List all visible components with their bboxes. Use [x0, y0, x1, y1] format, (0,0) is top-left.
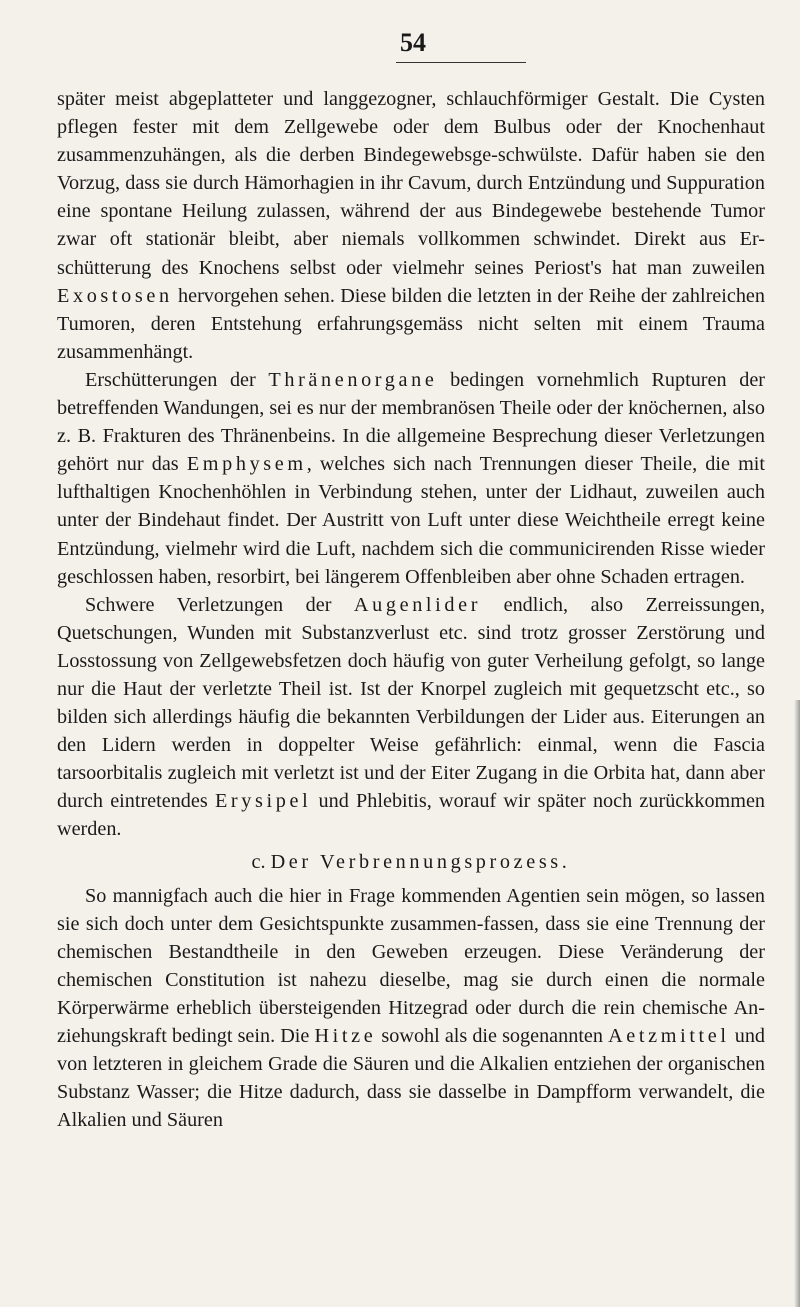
- paragraph-p4: [57, 882, 765, 1135]
- text-run: sowohl als die sogenannten: [376, 1025, 609, 1048]
- page-edge-shadow: [794, 700, 800, 1307]
- text-run: und von letzteren in gleichem Grade die Säuren und die Alkalien entziehen der organischen Substanz Wasser; die Hitze dadurch, dass sie dasselbe in Dampfform verwandelt, die Alkalien und Säuren: [57, 1025, 766, 1132]
- header-rule: [396, 62, 526, 63]
- body-text: [57, 85, 765, 1134]
- section-heading: [57, 848, 765, 876]
- page-number: 54: [400, 28, 426, 57]
- spaced-term: Augenlider: [353, 593, 482, 616]
- spaced-term: Exostosen: [57, 284, 173, 307]
- paragraph-p1: [57, 85, 765, 366]
- section-heading-title: Der Verbrennungsprozess.: [270, 850, 571, 873]
- section-heading-prefix: c.: [251, 850, 271, 873]
- text-run: , welches sich nach Trennungen dieser Theile, die mit lufthaltigen Knochenhöhlen in Verbindung stehen, unter der Lidhaut, zuweilen auch unter der Bindehaut findet. Der Austritt von Luft unter diese Weichtheile erregt keine Entzündung, vielmehr wird die Luft, nachdem sich die communicirenden Risse wieder geschlossen haben, resorbirt, bei längerem Offenbleiben aber ohne Schaden ertragen.: [57, 453, 765, 588]
- text-run: Schwere Verletzungen der: [85, 593, 354, 616]
- spaced-term: Erysipel: [214, 790, 312, 813]
- paragraph-group: [57, 882, 765, 1135]
- paragraph-p3: [57, 591, 765, 844]
- spaced-term: Hitze: [314, 1025, 377, 1048]
- spaced-term: Thränenorgane: [268, 368, 438, 391]
- text-run: hervorgehen sehen. Diese bilden die letzten in der Reihe der zahlreichen Tumoren, deren Entstehung erfahrungsgemäss nicht selten mit einem Trauma zusammenhängt.: [57, 284, 765, 363]
- paragraph-p2: [57, 366, 765, 591]
- text-run: endlich, also Zerreissungen, Quetschungen, Wunden mit Substanzverlust etc. sind trotz grosser Zerstörung und Losstossung von Zellgewebsfetzen doch häufig von guter Verheilung gefolgt, so lange nur die Haut der verletzte Theil ist. Ist der Knorpel zugleich mit gequetzscht etc., so bilden sich allerdings häufig die bekannten Verbildungen der Lider aus. Eiterungen an den Lidern werden in doppelter Weise gefährlich: einmal, wenn die Fascia tarsoorbitalis zugleich mit verletzt ist und der Eiter Zugang in die Orbita hat, dann aber durch eintretendes: [57, 593, 765, 813]
- text-run: später meist abgeplatteter und langgezogner, schlauchförmiger Gestalt. Die Cysten pflegen fester mit dem Zellgewebe oder dem Bulbus oder der Knochenhaut zusammenzuhängen, als die derben Bindegewebsge-schwülste. Dafür haben sie den Vorzug, dass sie durch Hämorhagien in ihr Cavum, durch Entzündung und Suppuration eine spontane Heilung zulassen, während der aus Bindegewebe bestehende Tumor zwar oft stationär bleibt, aber niemals vollkommen schwindet. Direkt aus Er-schütterung des Knochens selbst oder vielmehr seines Periost's hat man zuweilen: [57, 88, 765, 279]
- paragraph-group: [57, 85, 765, 844]
- spaced-term: Emphysem: [186, 453, 307, 476]
- text-run: bedingen vornehmlich Rupturen der betreffenden Wandungen, sei es nur der membranösen Theile oder der knöchernen, also z. B. Frakturen des Thränenbeins. In die allgemeine Besprechung dieser Verletzungen gehört nur das: [57, 368, 765, 476]
- spaced-term: Aetzmittel: [608, 1025, 730, 1048]
- text-run: So mannigfach auch die hier in Frage kommenden Agentien sein mögen, so lassen sie sich doch unter dem Gesichtspunkte zusammen-fassen, dass sie eine Trennung der chemischen Bestandtheile in den Geweben erzeugen. Diese Veränderung der chemischen Constitution ist nahezu dieselbe, mag sie durch einen die normale Körperwärme erheblich übersteigenden Hitzegrad oder durch die rein chemische An-ziehungskraft bedingt sein. Die: [57, 884, 765, 1048]
- text-run: Erschütterungen der: [85, 368, 269, 391]
- text-run: und Phlebitis, worauf wir später noch zurückkommen werden.: [57, 790, 765, 841]
